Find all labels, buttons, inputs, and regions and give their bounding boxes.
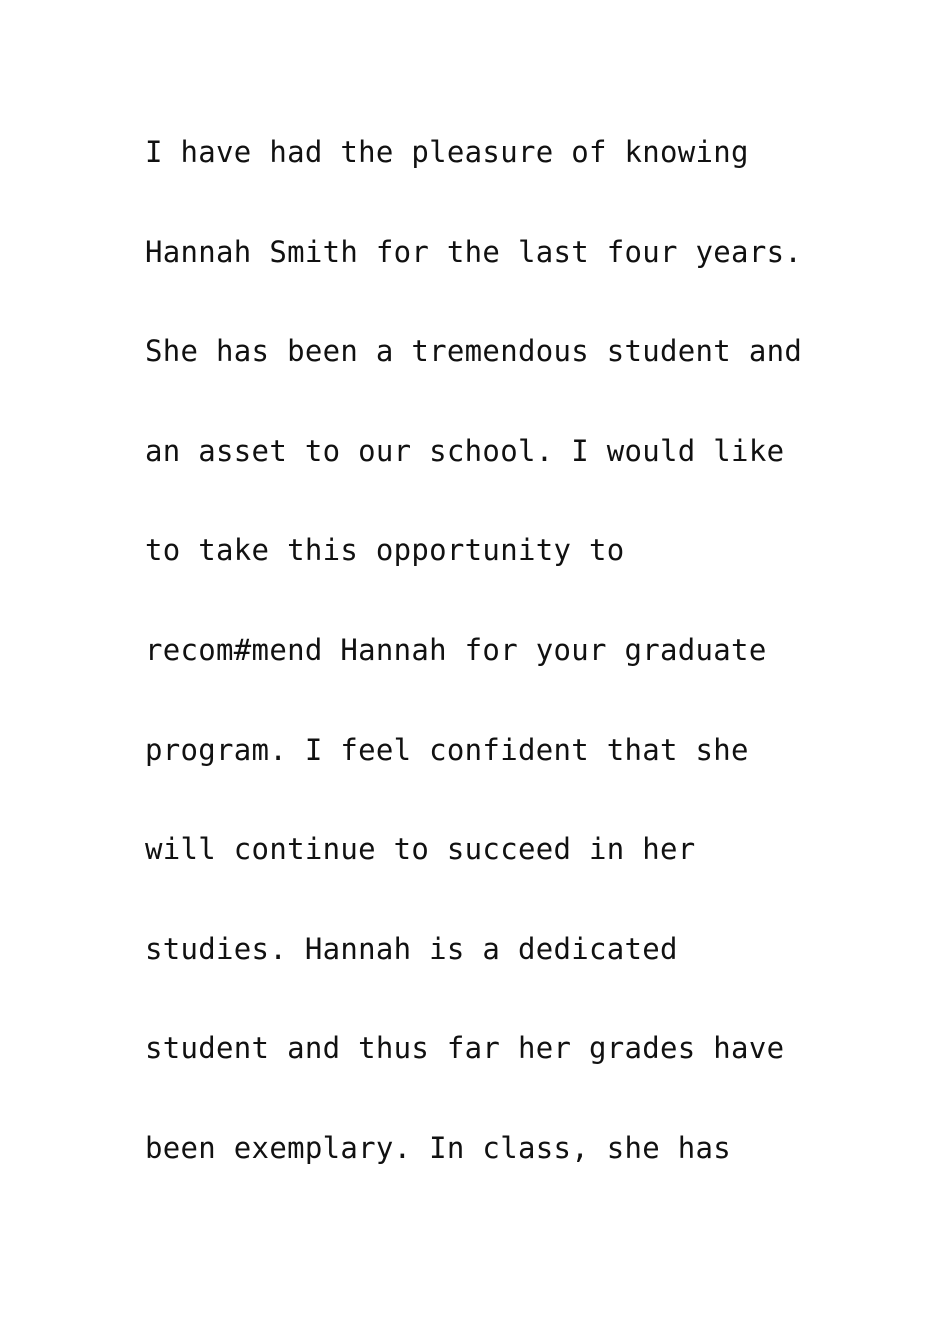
text-line: She has been a tremendous student and	[145, 334, 803, 369]
text-line: I have had the pleasure of knowing	[145, 135, 749, 169]
text-line: been exemplary. In class, she has	[145, 1130, 732, 1165]
text-line: program. I feel confident that she	[145, 732, 749, 767]
text-line: recom#mend Hannah for your graduate	[145, 632, 767, 667]
text-line: will continue to succeed in her	[145, 832, 696, 867]
letter-body	[145, 122, 905, 1218]
text-line: Hannah Smith for the last four years.	[145, 234, 803, 269]
text-line: to take this opportunity to	[145, 533, 625, 568]
text-line: studies. Hannah is a dedicated	[145, 931, 678, 966]
text-line: an asset to our school. I would like	[145, 433, 785, 468]
text-line: student and thus far her grades have	[145, 1031, 785, 1066]
